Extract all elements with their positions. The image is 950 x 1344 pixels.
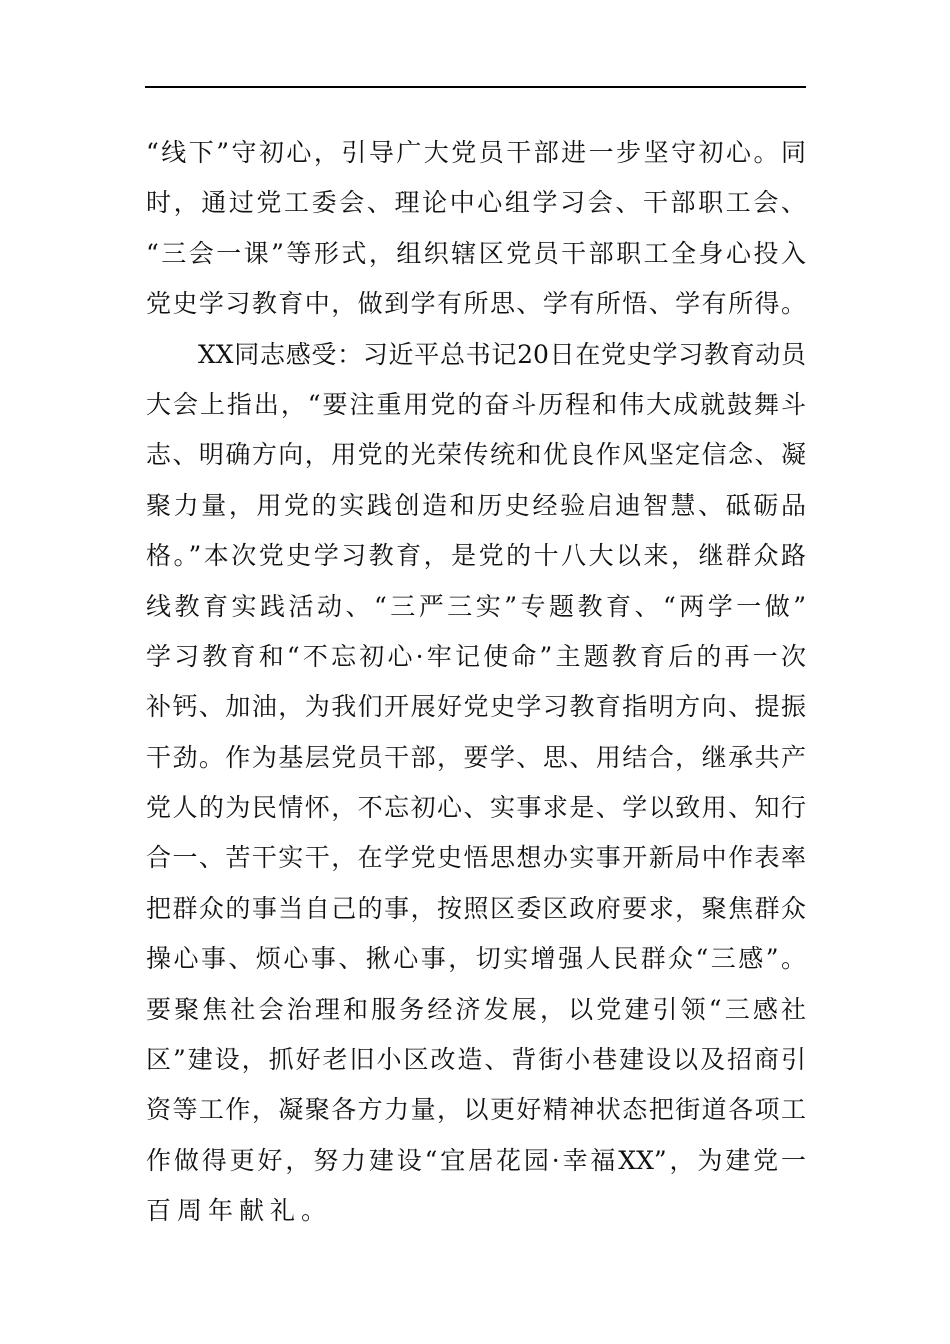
text-line: 合一、苦干实干，在学党史悟思想办实事开新局中作表率 — [146, 843, 806, 873]
text-line: 操心事、烦心事、揪心事，切实增强人民群众“三感”。 — [146, 944, 806, 974]
text-line: “三会一课”等形式，组织辖区党员干部职工全身心投入 — [146, 238, 806, 268]
text-line: 党人的为民情怀，不忘初心、实事求是、学以致用、知行 — [146, 793, 806, 823]
text-line: 志、明确方向，用党的光荣传统和优良作风坚定信念、凝 — [146, 440, 806, 470]
text-line: 把群众的事当自己的事，按照区委区政府要求，聚焦群众 — [146, 893, 806, 923]
text-line: 资等工作，凝聚各方力量，以更好精神状态把街道各项工 — [146, 1095, 806, 1125]
text-line: “线下”守初心，引导广大党员干部进一步坚守初心。同 — [146, 138, 806, 167]
text-line: 大会上指出，“要注重用党的奋斗历程和伟大成就鼓舞斗 — [146, 389, 806, 419]
header-rule — [145, 86, 806, 88]
text-line: 格。”本次党史学习教育，是党的十八大以来，继群众路 — [146, 541, 806, 571]
text-line: 干劲。作为基层党员干部，要学、思、用结合，继承共产 — [146, 742, 806, 772]
paragraph-first-line: XX同志感受：习近平总书记20日在党史学习教育动员 — [198, 339, 806, 369]
body-text — [146, 128, 806, 1237]
text-line: 补钙、加油，为我们开展好党史学习教育指明方向、提振 — [146, 692, 806, 722]
text-line: 党史学习教育中，做到学有所思、学有所悟、学有所得。 — [146, 289, 806, 319]
text-line: 线教育实践活动、“三严三实”专题教育、“两学一做” — [146, 591, 806, 621]
text-line: 时，通过党工委会、理论中心组学习会、干部职工会、 — [146, 188, 806, 218]
paragraph-last-line: 百周年献礼。 — [146, 1196, 333, 1226]
text-line: 学习教育和“不忘初心·牢记使命”主题教育后的再一次 — [146, 641, 806, 671]
text-line: 作做得更好，努力建设“宜居花园·幸福XX”，为建党一 — [146, 1145, 806, 1175]
text-line: 区”建设，抓好老旧小区改造、背街小巷建设以及招商引 — [146, 1045, 806, 1075]
text-line: 聚力量，用党的实践创造和历史经验启迪智慧、砥砺品 — [146, 490, 806, 520]
text-line: 要聚焦社会治理和服务经济发展，以党建引领“三感社 — [146, 994, 806, 1024]
